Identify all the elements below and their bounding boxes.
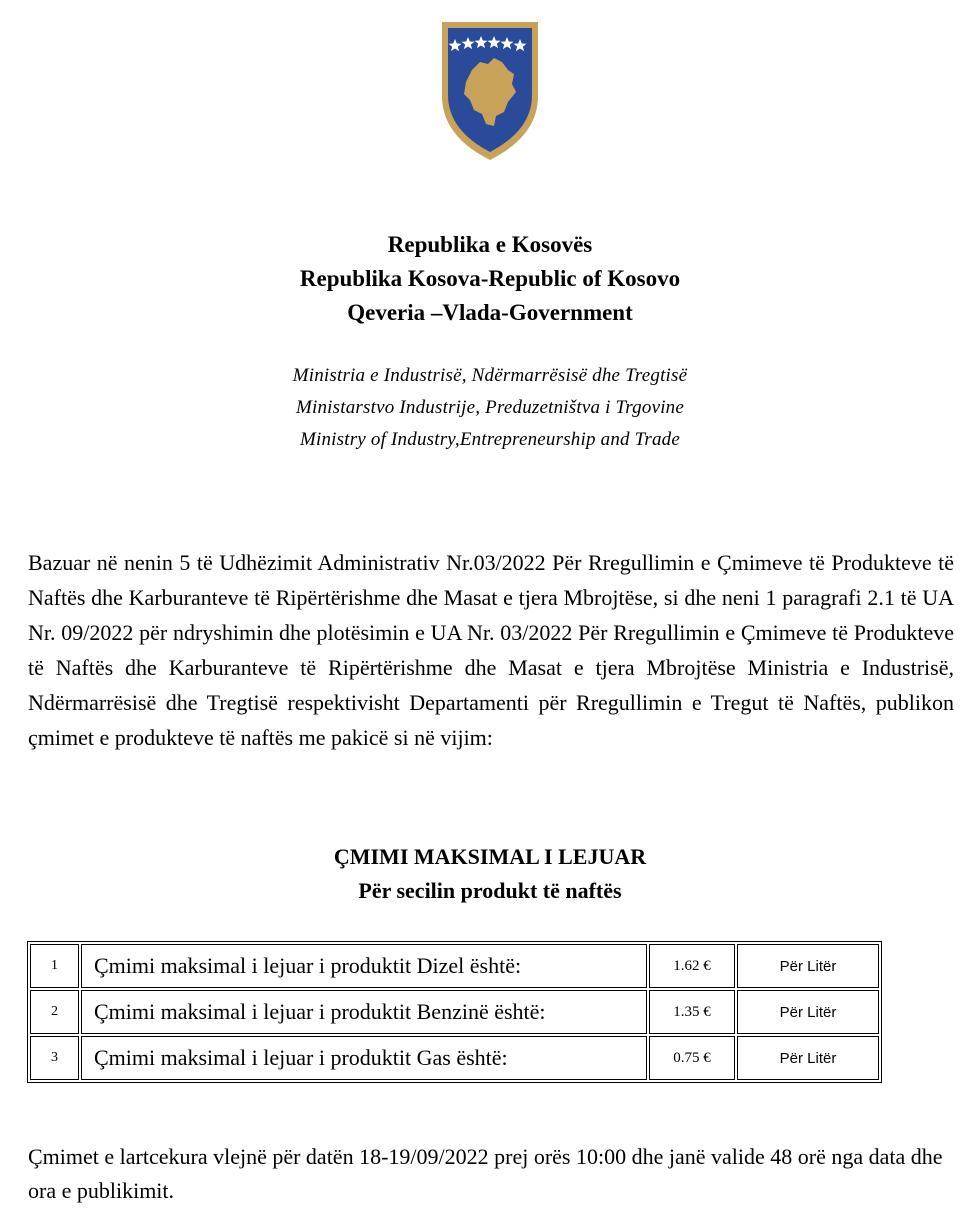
ministry-line-1: Ministria e Industrisë, Ndërmarrësisë dhe Tregtisë <box>292 365 688 386</box>
intro-paragraph: Bazuar në nenin 5 të Udhëzimit Administrativ Nr.03/2022 Për Rregullimin e Çmimeve të Produkteve të Naftës dhe Karburanteve të Ripërtërishme dhe Masat e tjera Mbrojtëse, si dhe neni 1 paragrafi 2.1 të UA Nr. 09/2022 për ndryshimin dhe plotësimin e UA Nr. 03/2022 Për Rregullimin e Çmimeve të Produkteve të Naftës dhe Karburanteve të Ripërtërishme dhe Masat e tjera Mbrojtëse Ministria e Industrisë, Ndërmarrësisë dhe Tregtisë respektivisht Departamenti për Rregullimin e Tregut të Naftës, publikon çmimet e produkteve të naftës me pakicë si në vijim: <box>28 550 954 750</box>
row-number: 1 <box>30 944 79 988</box>
product-price: 1.62 € <box>649 944 735 988</box>
table-row <box>30 990 879 1034</box>
price-table <box>27 941 882 1083</box>
section-title-line-1: ÇMIMI MAKSIMAL I LEJUAR <box>333 844 647 869</box>
header-line-1: Republika e Kosovës <box>387 232 593 257</box>
product-price: 0.75 € <box>649 1036 735 1080</box>
price-unit: Për Litër <box>737 990 879 1034</box>
product-description: Çmimi maksimal i lejuar i produktit Gas është: <box>81 1036 647 1080</box>
row-number: 2 <box>30 990 79 1034</box>
header-line-2: Republika Kosova-Republic of Kosovo <box>299 266 681 291</box>
price-unit: Për Litër <box>737 944 879 988</box>
ministry-line-2: Ministarstvo Industrije, Preduzetništva i Trgovine <box>295 397 685 418</box>
section-title <box>0 840 980 908</box>
row-number: 3 <box>30 1036 79 1080</box>
table-row <box>30 1036 879 1080</box>
section-title-line-2: Për secilin produkt të naftës <box>358 878 622 903</box>
ministry-line-3: Ministry of Industry,Entrepreneurship and Trade <box>299 429 681 450</box>
validity-note: Çmimet e lartcekura vlejnë për datën 18-19/09/2022 prej orës 10:00 dhe janë valide 48 orë nga data dhe ora e publikimit. <box>28 1144 943 1203</box>
government-header <box>0 228 980 330</box>
product-description: Çmimi maksimal i lejuar i produktit Dizel është: <box>81 944 647 988</box>
product-price: 1.35 € <box>649 990 735 1034</box>
table-row <box>30 944 879 988</box>
price-unit: Për Litër <box>737 1036 879 1080</box>
product-description: Çmimi maksimal i lejuar i produktit Benzinë është: <box>81 990 647 1034</box>
kosovo-coat-of-arms-icon <box>438 18 542 164</box>
header-line-3: Qeveria –Vlada-Government <box>347 300 633 325</box>
ministry-header <box>0 360 980 456</box>
